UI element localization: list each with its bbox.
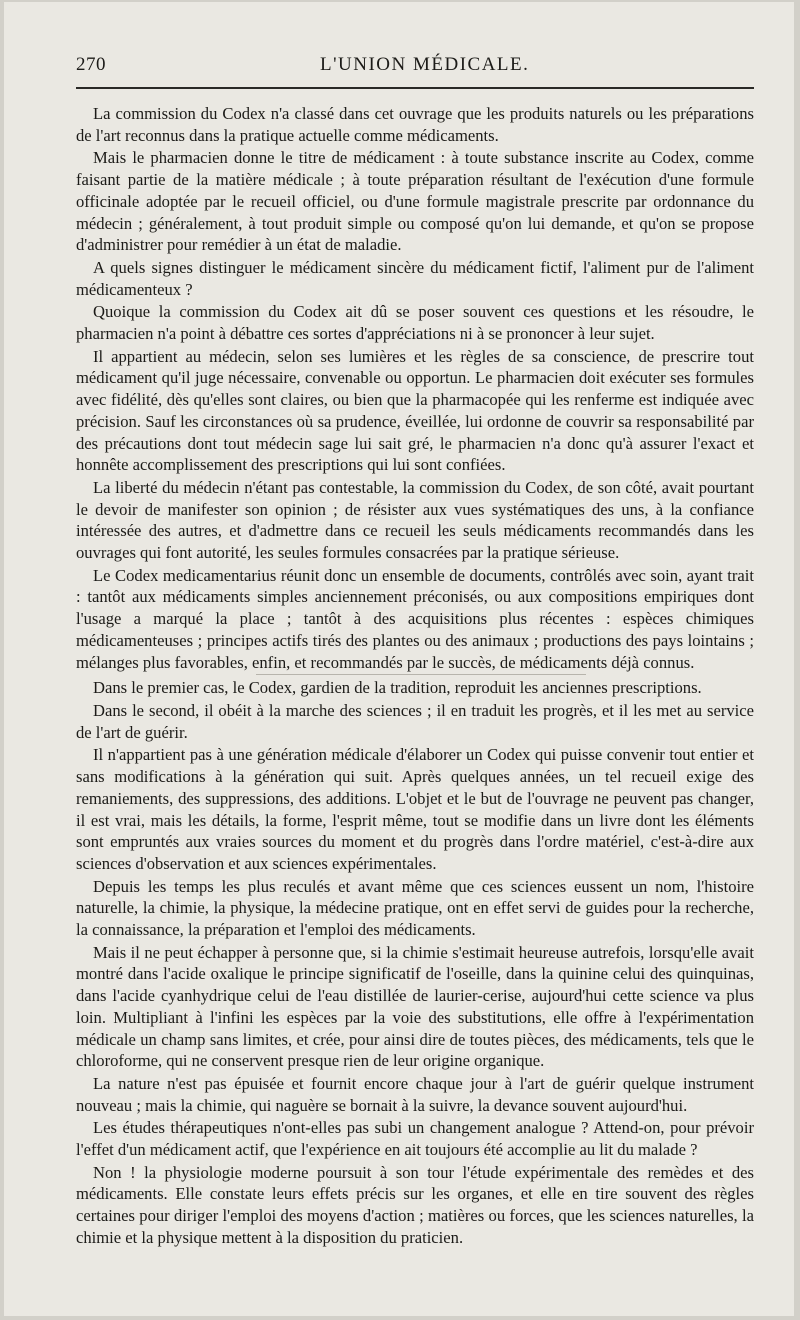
article-body <box>76 103 754 1249</box>
paragraph: Mais le pharmacien donne le titre de médicament : à toute substance inscrite au Codex, comme faisant partie de la matière médicale ; à toute préparation résultant de l'exécution d'une formule officinale adoptée par le recueil officiel, ou d'une formule magistrale prescrite par ordonnance du médecin ; généralement, à tout produit simple ou composé qu'on lui demande, et qu'on se propose d'administrer pour remédier à un état de maladie. <box>76 148 754 255</box>
paragraph: Le Codex medicamentarius réunit donc un ensemble de documents, contrôlés avec soin, ayant trait : tantôt aux médicaments simples anciennement préconisés, ou aux compositions empiriques dont l'usage a marqué la place ; tantôt à des acquisitions plus récentes : espèces chimiques médicamenteuses ; principes actifs tirés des plantes ou des animaux ; productions des pays lointains ; mélanges plus favorables, enfin, et recommandés par le succès, de médicaments déjà connus. <box>76 565 754 672</box>
paragraph: Non ! la physiologie moderne poursuit à son tour l'étude expérimentale des remèdes et des médicaments. Elle constate leurs effets précis sur les organes, et elle en tire souvent des règles certaines pour diriger l'emploi des moyens d'action ; matières ou forces, que les sciences naturelles, la chimie et la physique mettent à la disposition du praticien. <box>76 1162 754 1247</box>
page <box>4 2 794 1316</box>
paragraph: Il appartient au médecin, selon ses lumières et les règles de sa conscience, de prescrire tout médicament qu'il juge nécessaire, convenable ou opportun. Le pharmacien doit exécuter ses formules avec fidélité, dès qu'elles sont claires, ou bien que la pharmacopée qui les renferme est indiquée avec précision. Sauf les circonstances où sa prudence, éveillée, lui ordonne de couvrir sa responsabilité par des précautions dont tout médecin sage lui sait gré, le pharmacien n'a donc qu'à assurer l'exact et honnête accomplissement des prescriptions qui lui sont confiées. <box>76 346 754 475</box>
paragraph: Quoique la commission du Codex ait dû se poser souvent ces questions et les résoudre, le pharmacien n'a point à débattre ces sortes d'appréciations ni à se prononcer à leur sujet. <box>76 302 754 344</box>
paragraph: La commission du Codex n'a classé dans cet ouvrage que les produits naturels ou les préparations de l'art reconnus dans la pratique actuelle comme médicaments. <box>76 104 754 145</box>
paragraph: A quels signes distinguer le médicament sincère du médicament fictif, l'aliment pur de l'aliment médicamenteux ? <box>76 257 754 299</box>
paragraph: Les études thérapeutiques n'ont-elles pas subi un changement analogue ? Attend-on, pour prévoir l'effet d'un médicament actif, que l'expérience en ait toujours été accomplie au lit du malade ? <box>76 1118 754 1160</box>
paragraph: Dans le second, il obéit à la marche des sciences ; il en traduit les progrès, et il les met au service de l'art de guérir. <box>76 700 754 742</box>
journal-title: L'UNION MÉDICALE. <box>320 54 530 75</box>
paragraph: La nature n'est pas épuisée et fournit encore chaque jour à l'art de guérir quelque instrument nouveau ; mais la chimie, qui naguère se bornait à la suivre, la devance souvent aujourd'hui. <box>76 1073 754 1115</box>
paragraph: Mais il ne peut échapper à personne que, si la chimie s'estimait heureuse autrefois, lorsqu'elle avait montré dans l'acide oxalique le principe significatif de l'oseille, dans la quinine celui des quinquinas, dans l'acide cyanhydrique celui de l'eau distillée de laurier-cerise, aujourd'hui cette science va plus loin. Multipliant à l'infini les espèces par la voie des substitutions, elle offre à l'expérimentation médicale un champ sans limites, et crée, pour ainsi dire de toutes pièces, des médicaments, tels que le chloroforme, qui ne conservent presque rien de leur origine organique. <box>76 942 754 1071</box>
page-number: 270 <box>76 54 106 75</box>
paragraph: Il n'appartient pas à une génération médicale d'élaborer un Codex qui puisse convenir tout entier et sans modifications à la génération qui suit. Après quelques années, un tel recueil exige des remaniements, des suppressions, des additions. L'objet et le but de l'ouvrage ne peuvent pas changer, il est vrai, mais les détails, la forme, l'esprit même, tout se modifie dans un livre dont les éléments sont empruntés aux vraies sources du moment et du progrès dans l'ordre matériel, c'est-à-dire aux sciences d'observation et aux sciences expérimentales. <box>76 745 754 873</box>
paragraph: Dans le premier cas, le Codex, gardien de la tradition, reproduit les anciennes prescriptions. <box>93 678 702 698</box>
running-header <box>76 54 754 80</box>
header-rule <box>76 87 754 89</box>
faint-rule <box>256 674 586 675</box>
paragraph: Depuis les temps les plus reculés et avant même que ces sciences eussent un nom, l'histoire naturelle, la chimie, la physique, la médecine pratique, ont en effet servi de guides pour la recherche, la connaissance, la préparation et l'emploi des médicaments. <box>76 876 754 940</box>
paragraph: La liberté du médecin n'étant pas contestable, la commission du Codex, de son côté, avait pourtant le devoir de manifester son opinion ; de résister aux vues systématiques des uns, à la confiance intéressée des autres, et d'admettre dans ce recueil les seuls médicaments recommandés dans les ouvrages qui font autorité, les seules formules consacrées par la pratique sérieuse. <box>76 477 754 563</box>
